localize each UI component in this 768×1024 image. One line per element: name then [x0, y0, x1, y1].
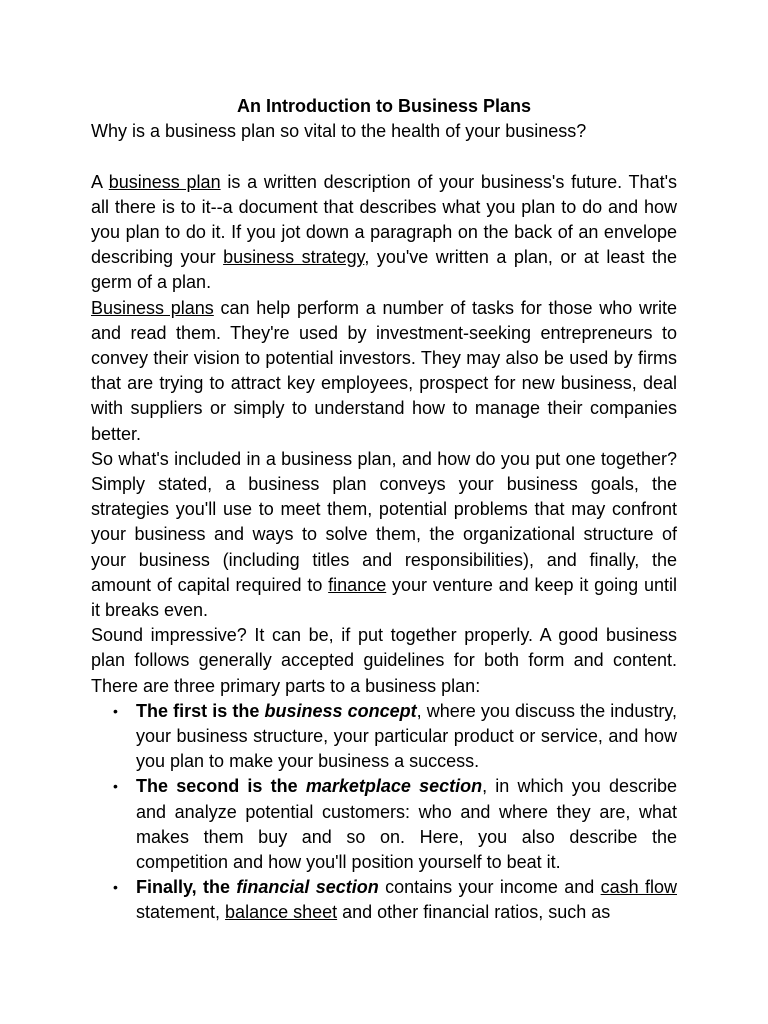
document-body — [91, 94, 677, 926]
text-run: is a written description of your business's future. That's all there is to it--a document that describes what you plan to do and how you plan to do it. If you jot down a paragraph on the back of an envelope describing your — [91, 171, 678, 268]
text-run: can help perform a number of tasks for those who write and read them. They're used by investment-seeking entrepreneurs to convey their vision to potential investors. They may also be used by firms that are trying to attract key employees, prospect for new business, deal with suppliers or simply to understand how to manage their companies better. — [91, 297, 677, 444]
link-cash-flow[interactable]: cash flow — [600, 877, 677, 898]
item-lead: Finally, the — [136, 877, 237, 898]
paragraph-uses — [91, 296, 677, 447]
link-finance[interactable]: finance — [328, 574, 387, 595]
list-item-business-concept — [91, 699, 677, 775]
bullet-icon: • — [113, 879, 118, 896]
link-business-plans[interactable]: Business plans — [91, 297, 214, 318]
parts-list — [91, 699, 677, 926]
link-balance-sheet[interactable]: balance sheet — [225, 902, 338, 923]
item-lead: The first is the — [136, 700, 265, 721]
paragraph-parts-intro: Sound impressive? It can be, if put together properly. A good business plan follows generally accepted guidelines for both form and content. There are three primary parts to a business plan: — [91, 625, 677, 696]
link-business-plan[interactable]: business plan — [108, 171, 221, 192]
list-item-marketplace-section — [91, 774, 677, 875]
paragraph-contents — [91, 447, 677, 623]
link-business-strategy[interactable]: business strategy — [223, 247, 365, 268]
bullet-icon: • — [113, 778, 118, 795]
paragraph-definition — [91, 170, 677, 296]
text-run: A — [91, 171, 109, 192]
text-run: , you've written a plan, or at least the germ of a plan. — [91, 247, 677, 293]
document-subtitle: Why is a business plan so vital to the health of your business? — [91, 121, 587, 142]
text-run: So what's included in a business plan, and how do you put one together? Simply stated, a business plan conveys your business goals, the strategies you'll use to meet them, potential problems that may confront your business and ways to solve them, the organizational structure of your business (including titles and responsibilities), and finally, the amount of capital required to — [91, 448, 677, 595]
item-term: financial section — [236, 877, 379, 898]
item-text: statement, — [136, 902, 226, 923]
bullet-icon: • — [113, 702, 118, 719]
document-title: An Introduction to Business Plans — [236, 96, 532, 116]
item-term: marketplace section — [305, 776, 483, 797]
text-run: your venture and keep it going until it breaks even. — [91, 574, 678, 621]
item-text: , where you discuss the industry, your business structure, your particular product or service, and how you plan to make your business a success. — [136, 700, 677, 772]
item-text: and other financial ratios, such as — [337, 902, 611, 923]
item-term: business concept — [264, 700, 417, 721]
item-text: , in which you describe and analyze potential customers: who and where they are, what makes them buy and so on. Here, you also describe the competition and how you'll position yourself to beat it. — [136, 776, 677, 873]
spacer — [91, 144, 677, 169]
item-lead: The second is the — [136, 776, 306, 797]
list-item-financial-section — [91, 875, 677, 925]
item-text: contains your income and — [378, 877, 601, 898]
